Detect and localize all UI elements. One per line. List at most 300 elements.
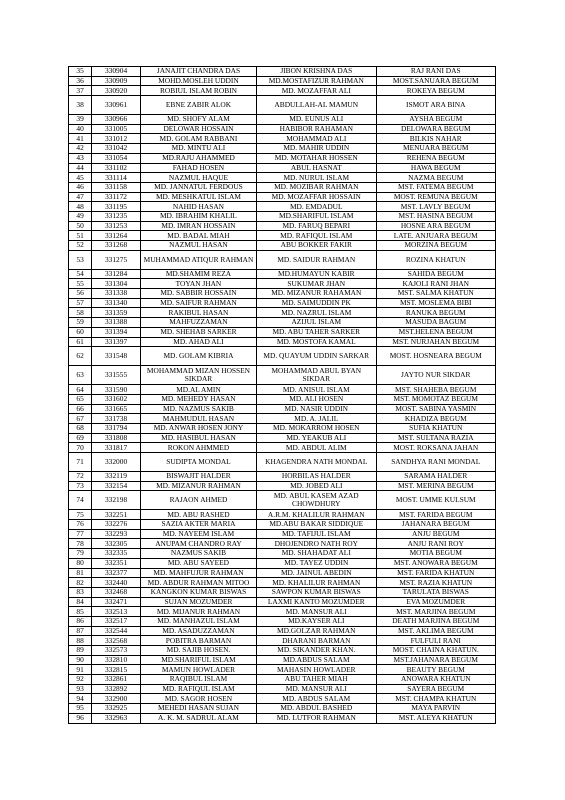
mother-name-cell: MST. MARJINA BEGUM — [376, 607, 496, 617]
serial-cell: 43 — [69, 153, 92, 163]
name-cell: A. K. M. SADRUL ALAM — [140, 713, 256, 723]
mother-name-cell: MOST. HOSNEARA BEGUM — [376, 347, 496, 366]
mother-name-cell: HOSNE ARA BEGUM — [376, 221, 496, 231]
roll-cell: 331172 — [92, 192, 141, 202]
father-name-cell: AZIJUL ISLAM — [257, 318, 376, 328]
name-cell: MD. MAHFUJUR RAHMAN — [140, 568, 256, 578]
serial-cell: 39 — [69, 115, 92, 125]
mother-name-cell: EVA MOZUMDER — [376, 597, 496, 607]
serial-cell: 61 — [69, 337, 92, 347]
table-row — [69, 423, 496, 433]
table-row — [69, 510, 496, 520]
roll-cell: 332440 — [92, 578, 141, 588]
father-name-cell: MD. TAFIJUL ISLAM — [257, 529, 376, 539]
serial-cell: 94 — [69, 694, 92, 704]
father-name-cell: LAXMI KANTO MOZUMDER — [257, 597, 376, 607]
roll-cell: 331555 — [92, 366, 141, 385]
name-cell: MD.RAJU AHAMMED — [140, 153, 256, 163]
serial-cell: 36 — [69, 76, 92, 86]
mother-name-cell: MOST.SANUARA BEGUM — [376, 76, 496, 86]
name-cell: SUDIPTA MONDAL — [140, 453, 256, 472]
table-row — [69, 192, 496, 202]
roll-cell: 331268 — [92, 241, 141, 251]
mother-name-cell: MST. MOSLEMA BIBI — [376, 298, 496, 308]
father-name-cell: MD. A. JALIL — [257, 414, 376, 424]
father-name-cell: MD. ABDUL ALIM — [257, 443, 376, 453]
father-name-cell: MD.GOLZAR RAHMAN — [257, 626, 376, 636]
name-cell: RAQIBUL ISLAM — [140, 675, 256, 685]
table-row — [69, 549, 496, 559]
mother-name-cell: FULFULI RANI — [376, 636, 496, 646]
name-cell: RAKIBUL HASAN — [140, 308, 256, 318]
table-row — [69, 655, 496, 665]
name-cell: NAHID HASAN — [140, 202, 256, 212]
table-row — [69, 231, 496, 241]
mother-name-cell: MST. MOMOTAZ BEGUM — [376, 394, 496, 404]
name-cell: MD. AHAD ALI — [140, 337, 256, 347]
table-row — [69, 241, 496, 251]
serial-cell: 41 — [69, 134, 92, 144]
father-name-cell: MD. NASIR UDDIN — [257, 404, 376, 414]
mother-name-cell: MST. FARIDA KHATUN — [376, 568, 496, 578]
father-name-cell: MD. KHALILUR RAHMAN — [257, 578, 376, 588]
table-row — [69, 520, 496, 530]
mother-name-cell: REHENA BEGUM — [376, 153, 496, 163]
mother-name-cell: ROZINA KHATUN — [376, 250, 496, 269]
father-name-cell: MD.KAYSER ALI — [257, 616, 376, 626]
serial-cell: 92 — [69, 675, 92, 685]
roll-cell: 331388 — [92, 318, 141, 328]
father-name-cell: MD. MOZAFFAR ALI — [257, 86, 376, 96]
roll-cell: 332925 — [92, 704, 141, 714]
table-row — [69, 134, 496, 144]
name-cell: MOHD.MOSLEH UDDIN — [140, 76, 256, 86]
serial-cell: 91 — [69, 665, 92, 675]
serial-cell: 45 — [69, 173, 92, 183]
serial-cell: 55 — [69, 279, 92, 289]
roll-cell: 332513 — [92, 607, 141, 617]
table-row — [69, 558, 496, 568]
table-row — [69, 202, 496, 212]
table-row — [69, 124, 496, 134]
serial-cell: 51 — [69, 231, 92, 241]
name-cell: MD. ABDUR RAHMAN MITOO — [140, 578, 256, 588]
father-name-cell: MD.SHARIFUL ISLAM — [257, 211, 376, 221]
serial-cell: 38 — [69, 96, 92, 115]
father-name-cell: DHARANI BARMAN — [257, 636, 376, 646]
father-name-cell: MD.ABU BAKAR SIDDIQUE — [257, 520, 376, 530]
roll-cell: 331042 — [92, 144, 141, 154]
serial-cell: 86 — [69, 616, 92, 626]
mother-name-cell: MST. ANOWARA BEGUM — [376, 558, 496, 568]
father-name-cell: ABU BOKKER FAKIR — [257, 241, 376, 251]
roll-cell: 331548 — [92, 347, 141, 366]
roll-cell: 332517 — [92, 616, 141, 626]
table-row — [69, 86, 496, 96]
roll-cell: 332305 — [92, 539, 141, 549]
roll-cell: 331253 — [92, 221, 141, 231]
table-row — [69, 539, 496, 549]
father-name-cell: MD. JAINUL ABEDIN — [257, 568, 376, 578]
serial-cell: 80 — [69, 558, 92, 568]
name-cell: MOHAMMAD MIZAN HOSSEN SIKDAR — [140, 366, 256, 385]
serial-cell: 52 — [69, 241, 92, 251]
father-name-cell: MD. SHAHADAT ALI — [257, 549, 376, 559]
name-cell: MD. ABU RASHED — [140, 510, 256, 520]
name-cell: ROBIUL ISLAM ROBIN — [140, 86, 256, 96]
table-row — [69, 173, 496, 183]
table-row — [69, 298, 496, 308]
roll-cell: 331284 — [92, 269, 141, 279]
serial-cell: 65 — [69, 394, 92, 404]
mother-name-cell: MOST. ROKSANA JAHAN — [376, 443, 496, 453]
serial-cell: 81 — [69, 568, 92, 578]
mother-name-cell: SARAMA HALDER — [376, 472, 496, 482]
serial-cell: 42 — [69, 144, 92, 154]
table-row — [69, 327, 496, 337]
name-cell: MD. ASADUZZAMAN — [140, 626, 256, 636]
father-name-cell: A.R.M. KHALILUR RAHMAN — [257, 510, 376, 520]
mother-name-cell: NAZMA BEGUM — [376, 173, 496, 183]
serial-cell: 87 — [69, 626, 92, 636]
table-row — [69, 115, 496, 125]
name-cell: MD. MANHAZUL ISLAM — [140, 616, 256, 626]
father-name-cell: ABUL HASNAT — [257, 163, 376, 173]
table-row — [69, 675, 496, 685]
father-name-cell: SAWPON KUMAR BISWAS — [257, 587, 376, 597]
roll-cell: 331264 — [92, 231, 141, 241]
name-cell: MD. ANWAR HOSEN JONY — [140, 423, 256, 433]
roll-cell: 332119 — [92, 472, 141, 482]
mother-name-cell: BILKIS NAHAR — [376, 134, 496, 144]
name-cell: MD. JANNATUL FERDOUS — [140, 182, 256, 192]
mother-name-cell: MOST. CHAINA KHATUN. — [376, 646, 496, 656]
table-row — [69, 491, 496, 510]
serial-cell: 70 — [69, 443, 92, 453]
table-row — [69, 144, 496, 154]
mother-name-cell: MORZINA BEGUM — [376, 241, 496, 251]
serial-cell: 57 — [69, 298, 92, 308]
roll-cell: 332900 — [92, 694, 141, 704]
father-name-cell: HABIBOR RAHAMAN — [257, 124, 376, 134]
serial-cell: 63 — [69, 366, 92, 385]
serial-cell: 78 — [69, 539, 92, 549]
mother-name-cell: MST. RAZIA KHATUN — [376, 578, 496, 588]
table-row — [69, 404, 496, 414]
serial-cell: 59 — [69, 318, 92, 328]
roll-cell: 331665 — [92, 404, 141, 414]
mother-name-cell: RANUKA BEGUM — [376, 308, 496, 318]
name-cell: MD. MIJANUR RAHMAN — [140, 607, 256, 617]
mother-name-cell: MST. HASINA BEGUM — [376, 211, 496, 221]
name-cell: FAHAD HOSEN — [140, 163, 256, 173]
table-row — [69, 433, 496, 443]
table-row — [69, 626, 496, 636]
father-name-cell: MD. MOTAHAR HOSSEN — [257, 153, 376, 163]
table-row — [69, 337, 496, 347]
name-cell: MD. SABBIR HOSSAIN — [140, 289, 256, 299]
roll-cell: 331808 — [92, 433, 141, 443]
roll-cell: 332000 — [92, 453, 141, 472]
name-cell: MD.AL AMIN — [140, 385, 256, 395]
roll-cell: 332471 — [92, 597, 141, 607]
name-cell: MAHMUDUL HASAN — [140, 414, 256, 424]
serial-cell: 93 — [69, 684, 92, 694]
serial-cell: 68 — [69, 423, 92, 433]
mother-name-cell: MOST. SABINA YASMIN — [376, 404, 496, 414]
name-cell: NAZMUL HAQUE — [140, 173, 256, 183]
serial-cell: 49 — [69, 211, 92, 221]
table-row — [69, 308, 496, 318]
name-cell: MD. IBRAHIM KHALIL — [140, 211, 256, 221]
serial-cell: 56 — [69, 289, 92, 299]
serial-cell: 60 — [69, 327, 92, 337]
mother-name-cell: MST. ALEYA KHATUN — [376, 713, 496, 723]
serial-cell: 79 — [69, 549, 92, 559]
father-name-cell: MD. ABDUL BASHED — [257, 704, 376, 714]
serial-cell: 62 — [69, 347, 92, 366]
serial-cell: 77 — [69, 529, 92, 539]
table-row — [69, 578, 496, 588]
mother-name-cell: SAHIDA BEGUM — [376, 269, 496, 279]
father-name-cell: MD. NAZRUL ISLAM — [257, 308, 376, 318]
mother-name-cell: MST. LAVLY BEGUM — [376, 202, 496, 212]
roll-cell: 332276 — [92, 520, 141, 530]
mother-name-cell: KAJOLI RANI JHAN — [376, 279, 496, 289]
roll-cell: 331195 — [92, 202, 141, 212]
name-cell: DELOWAR HOSSAIN — [140, 124, 256, 134]
name-cell: KANGKON KUMAR BISWAS — [140, 587, 256, 597]
serial-cell: 58 — [69, 308, 92, 318]
table-row — [69, 318, 496, 328]
mother-name-cell: MOTIA BEGUM — [376, 549, 496, 559]
name-cell: MD. IMRAN HOSSAIN — [140, 221, 256, 231]
roll-cell: 330966 — [92, 115, 141, 125]
table-row — [69, 587, 496, 597]
father-name-cell: MD. MOZAFFAR HOSSAIN — [257, 192, 376, 202]
serial-cell: 35 — [69, 67, 92, 77]
name-cell: NAZMUS SAKIB — [140, 549, 256, 559]
serial-cell: 96 — [69, 713, 92, 723]
serial-cell: 64 — [69, 385, 92, 395]
mother-name-cell: MST. SHAHEBA BEGUM — [376, 385, 496, 395]
mother-name-cell: MAYA PARVIN — [376, 704, 496, 714]
father-name-cell: MD. ALI HOSEN — [257, 394, 376, 404]
table-row — [69, 385, 496, 395]
serial-cell: 53 — [69, 250, 92, 269]
name-cell: RAJAON AHMED — [140, 491, 256, 510]
roll-cell: 331114 — [92, 173, 141, 183]
father-name-cell: JIBON KRISHNA DAS — [257, 67, 376, 77]
father-name-cell: MD. ABU TAHER SARKER — [257, 327, 376, 337]
father-name-cell: ABDULLAH-AL MAMUN — [257, 96, 376, 115]
roll-cell: 332293 — [92, 529, 141, 539]
table-row — [69, 713, 496, 723]
mother-name-cell: BEAUTY BEGUM — [376, 665, 496, 675]
name-cell: MD. NAZMUS SAKIB — [140, 404, 256, 414]
father-name-cell: MD. MANSUR ALI — [257, 684, 376, 694]
roll-cell: 331275 — [92, 250, 141, 269]
serial-cell: 69 — [69, 433, 92, 443]
mother-name-cell: ANOWARA KHATUN — [376, 675, 496, 685]
table-row — [69, 568, 496, 578]
roll-cell: 332544 — [92, 626, 141, 636]
table-row — [69, 211, 496, 221]
roll-cell: 331304 — [92, 279, 141, 289]
father-name-cell: MD. RAFIQUL ISLAM — [257, 231, 376, 241]
father-name-cell: MD. SIKANDER KHAN. — [257, 646, 376, 656]
roll-cell: 332892 — [92, 684, 141, 694]
mother-name-cell: AYSHA BEGUM — [376, 115, 496, 125]
table-row — [69, 646, 496, 656]
serial-cell: 83 — [69, 587, 92, 597]
father-name-cell: MD. YEAKUB ALI — [257, 433, 376, 443]
name-cell: MD. MIZANUR RAHMAN — [140, 481, 256, 491]
table-row — [69, 616, 496, 626]
father-name-cell: MD. MOZIBAR RAHMAN — [257, 182, 376, 192]
name-cell: MAMUN HOWLADER — [140, 665, 256, 675]
father-name-cell: MD. MAHIR UDDIN — [257, 144, 376, 154]
serial-cell: 84 — [69, 597, 92, 607]
mother-name-cell: HAWA BEGUM — [376, 163, 496, 173]
name-cell: MD. HASIBUL HASAN — [140, 433, 256, 443]
mother-name-cell: DELOWARA BEGUM — [376, 124, 496, 134]
roll-cell: 332351 — [92, 558, 141, 568]
table-row — [69, 684, 496, 694]
mother-name-cell: ANJU RANI ROY — [376, 539, 496, 549]
father-name-cell: MD. ANISUL ISLAM — [257, 385, 376, 395]
father-name-cell: MD. NURUL ISLAM — [257, 173, 376, 183]
table-row — [69, 96, 496, 115]
mother-name-cell: MST.JAHANARA BEGUM — [376, 655, 496, 665]
roll-cell: 331794 — [92, 423, 141, 433]
serial-cell: 74 — [69, 491, 92, 510]
mother-name-cell: MST. MERINA BEGUM — [376, 481, 496, 491]
roll-cell: 332154 — [92, 481, 141, 491]
roll-cell: 332861 — [92, 675, 141, 685]
serial-cell: 76 — [69, 520, 92, 530]
father-name-cell: MD. ABDUS SALAM — [257, 694, 376, 704]
name-cell: MD. SHOFY ALAM — [140, 115, 256, 125]
roll-cell: 331235 — [92, 211, 141, 221]
table-row — [69, 76, 496, 86]
name-cell: MD. SHEHAB SARKER — [140, 327, 256, 337]
mother-name-cell: JAHANARA BEGUM — [376, 520, 496, 530]
mother-name-cell: SUFIA KHATUN — [376, 423, 496, 433]
name-cell: MD. GOLAM KIBRIA — [140, 347, 256, 366]
roll-cell: 332573 — [92, 646, 141, 656]
roll-cell: 331158 — [92, 182, 141, 192]
mother-name-cell: MENUARA BEGUM — [376, 144, 496, 154]
roll-cell: 331005 — [92, 124, 141, 134]
roll-cell: 331012 — [92, 134, 141, 144]
father-name-cell: MD.HUMAYUN KABIR — [257, 269, 376, 279]
mother-name-cell: TARULATA BISWAS — [376, 587, 496, 597]
table-row — [69, 481, 496, 491]
father-name-cell: MD.MOSTAFIZUR RAHMAN — [257, 76, 376, 86]
roll-cell: 331394 — [92, 327, 141, 337]
roll-cell: 331397 — [92, 337, 141, 347]
name-cell: MD. GOLAM RABBANI — [140, 134, 256, 144]
mother-name-cell: MST. CHAMPA KHATUN — [376, 694, 496, 704]
father-name-cell: MD. QUAYUM UDDIN SARKAR — [257, 347, 376, 366]
table-row — [69, 153, 496, 163]
father-name-cell: KHAGENDRA NATH MONDAL — [257, 453, 376, 472]
serial-cell: 88 — [69, 636, 92, 646]
table-row — [69, 289, 496, 299]
father-name-cell: MD. TAYEZ UDDIN — [257, 558, 376, 568]
name-cell: POBITRA BARMAN — [140, 636, 256, 646]
table-row — [69, 636, 496, 646]
mother-name-cell: ROKEYA BEGUM — [376, 86, 496, 96]
name-cell: ANUPAM CHANDRO RAY — [140, 539, 256, 549]
serial-cell: 89 — [69, 646, 92, 656]
roll-cell: 330904 — [92, 67, 141, 77]
table-row — [69, 472, 496, 482]
mother-name-cell: MST. SULTANA RAZIA — [376, 433, 496, 443]
name-cell: MD. SAIFUR RAHMAN — [140, 298, 256, 308]
serial-cell: 40 — [69, 124, 92, 134]
name-cell: MD. SAJIB HOSEN. — [140, 646, 256, 656]
serial-cell: 46 — [69, 182, 92, 192]
mother-name-cell: SAYERA BEGUM — [376, 684, 496, 694]
name-cell: MD. MINTU ALI — [140, 144, 256, 154]
table-row — [69, 250, 496, 269]
father-name-cell: MD. EUNUS ALI — [257, 115, 376, 125]
name-cell: MD. SAGOR HOSEN — [140, 694, 256, 704]
father-name-cell: MD. MOSTOFA KAMAL — [257, 337, 376, 347]
serial-cell: 67 — [69, 414, 92, 424]
roll-cell: 332198 — [92, 491, 141, 510]
table-row — [69, 607, 496, 617]
table-row — [69, 443, 496, 453]
mother-name-cell: MST. FARIDA BEGUM — [376, 510, 496, 520]
table-row — [69, 394, 496, 404]
mother-name-cell: JAYTO NUR SIKDAR — [376, 366, 496, 385]
serial-cell: 72 — [69, 472, 92, 482]
name-cell: EBNE ZABIR ALOK — [140, 96, 256, 115]
serial-cell: 85 — [69, 607, 92, 617]
table-row — [69, 529, 496, 539]
father-name-cell: DHOJENDRO NATH ROY — [257, 539, 376, 549]
table-row — [69, 182, 496, 192]
father-name-cell: MOHAMMAD ALI — [257, 134, 376, 144]
table-row — [69, 221, 496, 231]
roll-cell: 331817 — [92, 443, 141, 453]
father-name-cell: MAHASIN HOWLADER — [257, 665, 376, 675]
roll-cell: 331359 — [92, 308, 141, 318]
mother-name-cell: MOST. REMUNA BEGUM — [376, 192, 496, 202]
serial-cell: 48 — [69, 202, 92, 212]
mother-name-cell: MST. FATEMA BEGUM — [376, 182, 496, 192]
name-cell: JANAJIT CHANDRA DAS — [140, 67, 256, 77]
mother-name-cell: RAJ RANI DAS — [376, 67, 496, 77]
roll-cell: 331590 — [92, 385, 141, 395]
name-cell: MUHAMMAD ATIQUR RAHMAN — [140, 250, 256, 269]
mother-name-cell: DEATH MARJINA BEGUM — [376, 616, 496, 626]
roll-cell: 331338 — [92, 289, 141, 299]
serial-cell: 47 — [69, 192, 92, 202]
roll-cell: 332335 — [92, 549, 141, 559]
mother-name-cell: MASUDA BAGUM — [376, 318, 496, 328]
roll-cell: 331602 — [92, 394, 141, 404]
roll-cell: 330920 — [92, 86, 141, 96]
serial-cell: 71 — [69, 453, 92, 472]
name-cell: MD. BADAL MIAH — [140, 231, 256, 241]
father-name-cell: MOHAMMAD ABUL BYAN SIKDAR — [257, 366, 376, 385]
document-page — [68, 66, 496, 724]
roll-cell: 332568 — [92, 636, 141, 646]
